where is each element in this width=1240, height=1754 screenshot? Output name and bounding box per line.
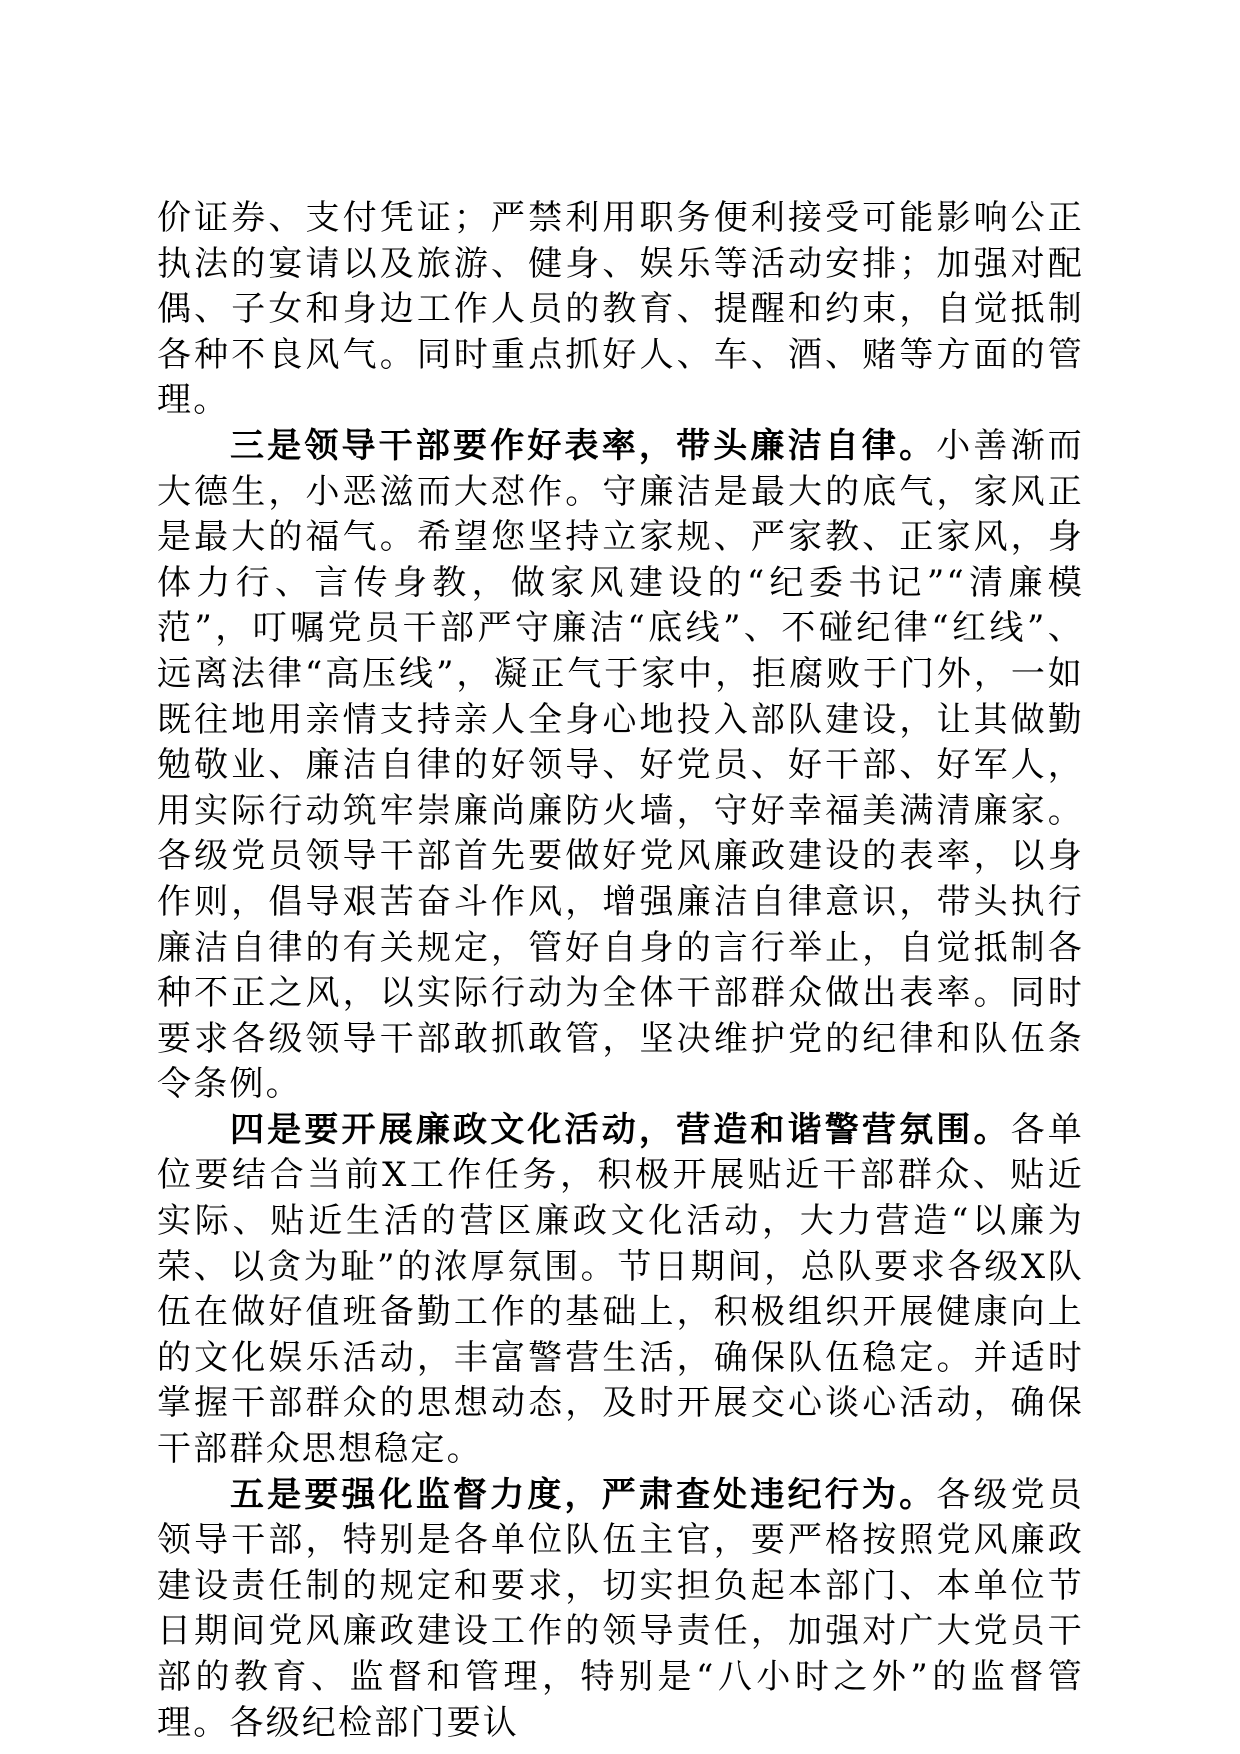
paragraph-item-5 <box>157 1473 1084 1747</box>
paragraph-text: 价证券、支付凭证；严禁利用职务便利接受可能影响公正执法的宴请以及旅游、健身、娱乐等活动安排；加强对配偶、子女和身边工作人员的教育、提醒和约束，自觉抵制各种不良风气。同时重点抓好人、车、酒、赌等方面的管理。 <box>157 198 1084 421</box>
paragraph-item-3 <box>157 424 1084 1108</box>
paragraph-item-4 <box>157 1108 1084 1473</box>
paragraph-text: 各级党员领导干部，特别是各单位队伍主官，要严格按照党风廉政建设责任制的规定和要求，切实担负起本部门、本单位节日期间党风廉政建设工作的领导责任，加强对广大党员干部的教育、监督和管理，特别是“八小时之外”的监督管理。各级纪检部门要认 <box>157 1474 1084 1743</box>
paragraph-text: 小善渐而大德生，小恶滋而大怼作。守廉洁是最大的底气，家风正是最大的福气。希望您坚持立家规、严家教、正家风，身体力行、言传身教，做家风建设的“纪委书记”“清廉模范”，叮嘱党员干部严守廉洁“底线”、不碰纪律“红线”、远离法律“高压线”，凝正气于家中，拒腐败于门外，一如既往地用亲情支持亲人全身心地投入部队建设，让其做勤勉敬业、廉洁自律的好领导、好党员、好干部、好军人，用实际行动筑牢崇廉尚廉防火墙，守好幸福美满清廉家。各级党员领导干部首先要做好党风廉政建设的表率，以身作则，倡导艰苦奋斗作风，增强廉洁自律意识，带头执行廉洁自律的有关规定，管好自身的言行举止，自觉抵制各种不正之风，以实际行动为全体干部群众做出表率。同时要求各级领导干部敢抓敢管，坚决维护党的纪律和队伍条令条例。 <box>157 425 1084 1105</box>
paragraph-heading: 五是要强化监督力度，严肃查处违纪行为。 <box>230 1474 937 1515</box>
paragraph-heading: 四是要开展廉政文化活动，营造和谐警营氛围。 <box>230 1109 1011 1150</box>
paragraph-text: 各单位要结合当前X工作任务，积极开展贴近干部群众、贴近实际、贴近生活的营区廉政文化活动，大力营造“以廉为荣、以贪为耻”的浓厚氛围。节日期间，总队要求各级X队伍在做好值班备勤工作的基础上，积极组织开展健康向上的文化娱乐活动，丰富警营生活，确保队伍稳定。并适时掌握干部群众的思想动态，及时开展交心谈心活动，确保干部群众思想稳定。 <box>157 1109 1084 1470</box>
paragraph-continuation <box>157 196 1084 424</box>
paragraph-heading: 三是领导干部要作好表率，带头廉洁自律。 <box>230 425 937 466</box>
document-body <box>157 196 1084 1746</box>
